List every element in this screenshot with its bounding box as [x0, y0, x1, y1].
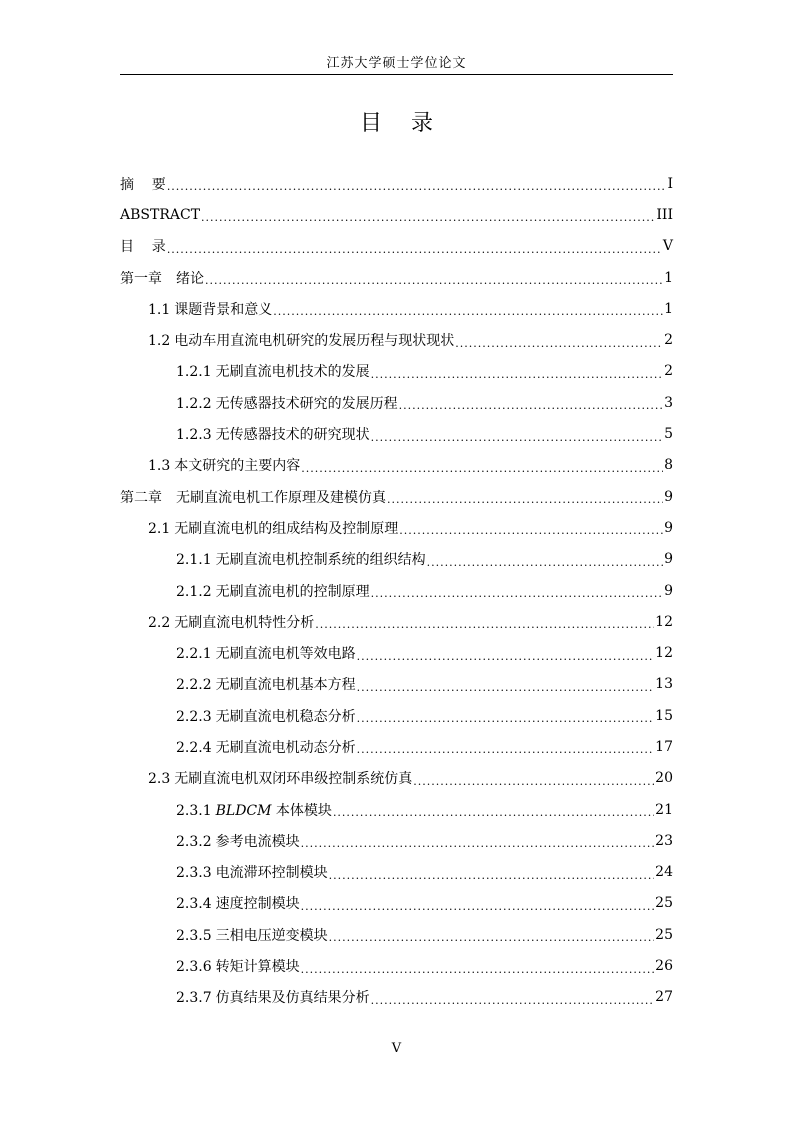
toc-entry[interactable]	[120, 606, 673, 637]
toc-dot-leader	[357, 743, 655, 756]
toc-entry-text: 参考电流模块	[215, 833, 300, 850]
toc-entry-text: 无刷直流电机特性分析	[174, 614, 315, 631]
toc-entry[interactable]	[120, 919, 673, 950]
toc-entry-page: 12	[655, 613, 673, 630]
toc-entry-page: 9	[664, 582, 673, 599]
toc-entry-page: 1	[664, 269, 673, 286]
toc-entry-label	[176, 800, 332, 820]
toc-entry-text: 无刷直流电机技术的发展	[215, 364, 370, 381]
toc-entry[interactable]	[120, 544, 673, 575]
toc-entry-text: 无刷直流电机双闭环串级控制系统仿真	[174, 771, 413, 788]
toc-entry[interactable]	[120, 763, 673, 794]
toc-entry-number: 2.2.1	[176, 646, 212, 663]
toc-entry-number: 1.2	[148, 333, 171, 350]
toc-entry-page: 25	[655, 926, 673, 943]
toc-entry-label	[176, 831, 300, 851]
toc-entry[interactable]	[120, 575, 673, 606]
toc-entry-label	[148, 518, 398, 538]
toc-dot-leader	[315, 618, 654, 631]
toc-entry-page: 9	[664, 519, 673, 536]
toc-entry-label	[176, 643, 356, 663]
toc-entry-label	[148, 455, 300, 475]
toc-dot-leader	[167, 243, 662, 256]
toc-entry-page: 2	[664, 363, 673, 380]
toc-entry[interactable]	[120, 387, 673, 418]
toc-entry-page: 27	[655, 989, 673, 1006]
toc-entry-page: 2	[664, 332, 673, 349]
toc-entry-page: 13	[655, 676, 673, 693]
toc-dot-leader	[333, 806, 654, 819]
toc-entry[interactable]	[120, 888, 673, 919]
toc-entry-text: 速度控制模块	[215, 896, 300, 913]
toc-entry-text: 三相电压逆变模块	[215, 927, 328, 944]
toc-entry[interactable]	[120, 450, 673, 481]
toc-entry-label	[120, 268, 204, 288]
toc-entry-number: 2.1.2	[176, 583, 212, 600]
toc-entry-italic-term: BLDCM	[215, 802, 272, 819]
running-header: 江苏大学硕士学位论文	[326, 56, 467, 71]
toc-dot-leader	[357, 681, 655, 694]
toc-entry-text: 转矩计算模块	[215, 959, 300, 976]
toc-entry[interactable]	[120, 356, 673, 387]
toc-entry-text: 目 录	[120, 239, 166, 256]
toc-dot-leader	[301, 837, 655, 850]
toc-entry[interactable]	[120, 982, 673, 1013]
toc-entry-text: 无刷直流电机控制系统的组织结构	[215, 552, 426, 569]
toc-entry-page: III	[656, 206, 673, 223]
toc-dot-leader	[205, 274, 663, 287]
toc-entry-number: 1.1	[148, 301, 171, 318]
toc-entry-page: 23	[655, 832, 673, 849]
toc-dot-leader	[273, 305, 663, 318]
toc-entry-label	[120, 236, 166, 256]
toc-entry-label	[176, 361, 370, 381]
toc-entry-label	[176, 581, 370, 601]
toc-entry-number: 1.2.2	[176, 395, 212, 412]
toc-entry-number: 2.1	[148, 520, 171, 537]
toc-dot-leader	[427, 556, 663, 569]
toc-entry[interactable]	[120, 199, 673, 230]
toc-entry[interactable]	[120, 324, 673, 355]
toc-entry-number: 2.2.3	[176, 708, 212, 725]
toc-entry-page: 15	[655, 707, 673, 724]
toc-entry-text: 电动车用直流电机研究的发展历程与现状现状	[174, 333, 455, 350]
toc-entry-text: 摘 要	[120, 176, 166, 193]
toc-entry-label	[176, 706, 356, 726]
toc-entry[interactable]	[120, 637, 673, 668]
toc-entry-number: 2.3.7	[176, 990, 212, 1007]
toc-entry-label	[176, 862, 328, 882]
toc-entry[interactable]	[120, 731, 673, 762]
header-rule	[120, 74, 673, 75]
toc-entry-number: 第二章	[120, 489, 162, 506]
toc-entry[interactable]	[120, 293, 673, 324]
toc-dot-leader	[387, 493, 663, 506]
toc-entry-number: 1.2.1	[176, 364, 212, 381]
toc-entry-label	[176, 393, 398, 413]
toc-entry-text: 本文研究的主要内容	[174, 458, 301, 475]
toc-entry[interactable]	[120, 418, 673, 449]
toc-entry-label	[120, 487, 386, 507]
toc-entry-label	[148, 330, 454, 350]
toc-entry-page: V	[662, 238, 673, 255]
toc-dot-leader	[399, 524, 663, 537]
toc-entry-number: 1.2.3	[176, 427, 212, 444]
toc-dot-leader	[201, 211, 655, 224]
toc-entry-number: 2.2.4	[176, 739, 212, 756]
toc-entry-page: 26	[655, 958, 673, 975]
page-number: V	[391, 1041, 402, 1056]
toc-entry-number: 1.3	[148, 458, 171, 475]
toc-entry-label	[176, 424, 370, 444]
toc-entry-label	[176, 674, 356, 694]
toc-entry-number: 2.3.1	[176, 802, 212, 819]
toc-entry-text: 绪论	[176, 270, 204, 287]
toc-entry-page: 20	[655, 770, 673, 787]
toc-entry-text: 无刷直流电机动态分析	[215, 739, 356, 756]
toc-entry[interactable]	[120, 825, 673, 856]
toc-entry-label	[176, 956, 300, 976]
toc-entry-label	[148, 299, 272, 319]
toc-entry-number: 2.3.6	[176, 959, 212, 976]
toc-dot-leader	[371, 994, 655, 1007]
toc-entry-page: 9	[664, 551, 673, 568]
toc-dot-leader	[371, 368, 663, 381]
toc-entry-text: 无传感器技术的研究现状	[215, 427, 370, 444]
toc-entry-page: 5	[664, 426, 673, 443]
toc-dot-leader	[371, 587, 663, 600]
toc-entry[interactable]	[120, 481, 673, 512]
toc-dot-leader	[301, 900, 655, 913]
toc-entry-page: 25	[655, 895, 673, 912]
toc-dot-leader	[371, 431, 663, 444]
toc-entry-label	[176, 987, 370, 1007]
toc-entry-label	[120, 207, 200, 223]
table-of-contents	[120, 168, 673, 1013]
toc-entry-text: 无刷直流电机基本方程	[215, 677, 356, 694]
toc-entry[interactable]	[120, 950, 673, 981]
toc-entry-text: 课题背景和意义	[174, 301, 273, 318]
toc-entry-label	[176, 893, 300, 913]
toc-entry-page: I	[667, 175, 673, 192]
toc-dot-leader	[399, 399, 663, 412]
toc-dot-leader	[357, 650, 655, 663]
toc-entry-number: 2.3.2	[176, 833, 212, 850]
toc-dot-leader	[167, 180, 667, 193]
toc-dot-leader	[329, 931, 655, 944]
toc-dot-leader	[301, 963, 655, 976]
toc-entry-number: 第一章	[120, 270, 162, 287]
toc-entry-text: 无刷直流电机的组成结构及控制原理	[174, 520, 399, 537]
toc-entry-number: 2.3.4	[176, 896, 212, 913]
toc-entry[interactable]	[120, 231, 673, 262]
toc-entry-page: 24	[655, 864, 673, 881]
page-title: 目 录	[360, 111, 433, 136]
toc-entry-label	[148, 768, 412, 788]
toc-entry-text: 电流滞环控制模块	[215, 865, 328, 882]
toc-dot-leader	[357, 712, 655, 725]
toc-entry-label	[176, 737, 356, 757]
toc-entry[interactable]	[120, 700, 673, 731]
toc-entry-text: 无刷直流电机等效电路	[215, 646, 356, 663]
toc-entry[interactable]	[120, 794, 673, 825]
toc-dot-leader	[329, 869, 655, 882]
toc-entry-text: ABSTRACT	[120, 206, 201, 223]
toc-entry-label	[176, 549, 426, 569]
toc-entry-number: 2.3.3	[176, 865, 212, 882]
toc-dot-leader	[301, 462, 663, 475]
toc-entry-page: 9	[664, 488, 673, 505]
toc-entry-text: 本体模块	[271, 802, 332, 819]
toc-entry-text: 无刷直流电机稳态分析	[215, 708, 356, 725]
toc-entry-label	[148, 612, 314, 632]
toc-entry-label	[176, 925, 328, 945]
toc-entry[interactable]	[120, 512, 673, 543]
toc-entry-number: 2.1.1	[176, 552, 212, 569]
toc-entry-text: 仿真结果及仿真结果分析	[215, 990, 370, 1007]
toc-entry-text: 无刷直流电机工作原理及建模仿真	[176, 489, 386, 506]
toc-entry-page: 8	[664, 457, 673, 474]
toc-entry-page: 12	[655, 645, 673, 662]
toc-entry[interactable]	[120, 669, 673, 700]
toc-entry-page: 1	[664, 300, 673, 317]
toc-entry-number: 2.3.5	[176, 927, 212, 944]
toc-entry-page: 21	[655, 801, 673, 818]
toc-entry[interactable]	[120, 262, 673, 293]
toc-entry-number: 2.2.2	[176, 677, 212, 694]
toc-entry-page: 17	[655, 738, 673, 755]
toc-entry-number: 2.2	[148, 614, 171, 631]
toc-dot-leader	[413, 775, 654, 788]
toc-dot-leader	[455, 337, 663, 350]
toc-entry[interactable]	[120, 168, 673, 199]
toc-entry-page: 3	[664, 394, 673, 411]
toc-entry-text: 无刷直流电机的控制原理	[215, 583, 370, 600]
toc-entry-label	[120, 174, 166, 194]
toc-entry[interactable]	[120, 857, 673, 888]
toc-entry-number: 2.3	[148, 771, 171, 788]
toc-entry-text: 无传感器技术研究的发展历程	[215, 395, 398, 412]
